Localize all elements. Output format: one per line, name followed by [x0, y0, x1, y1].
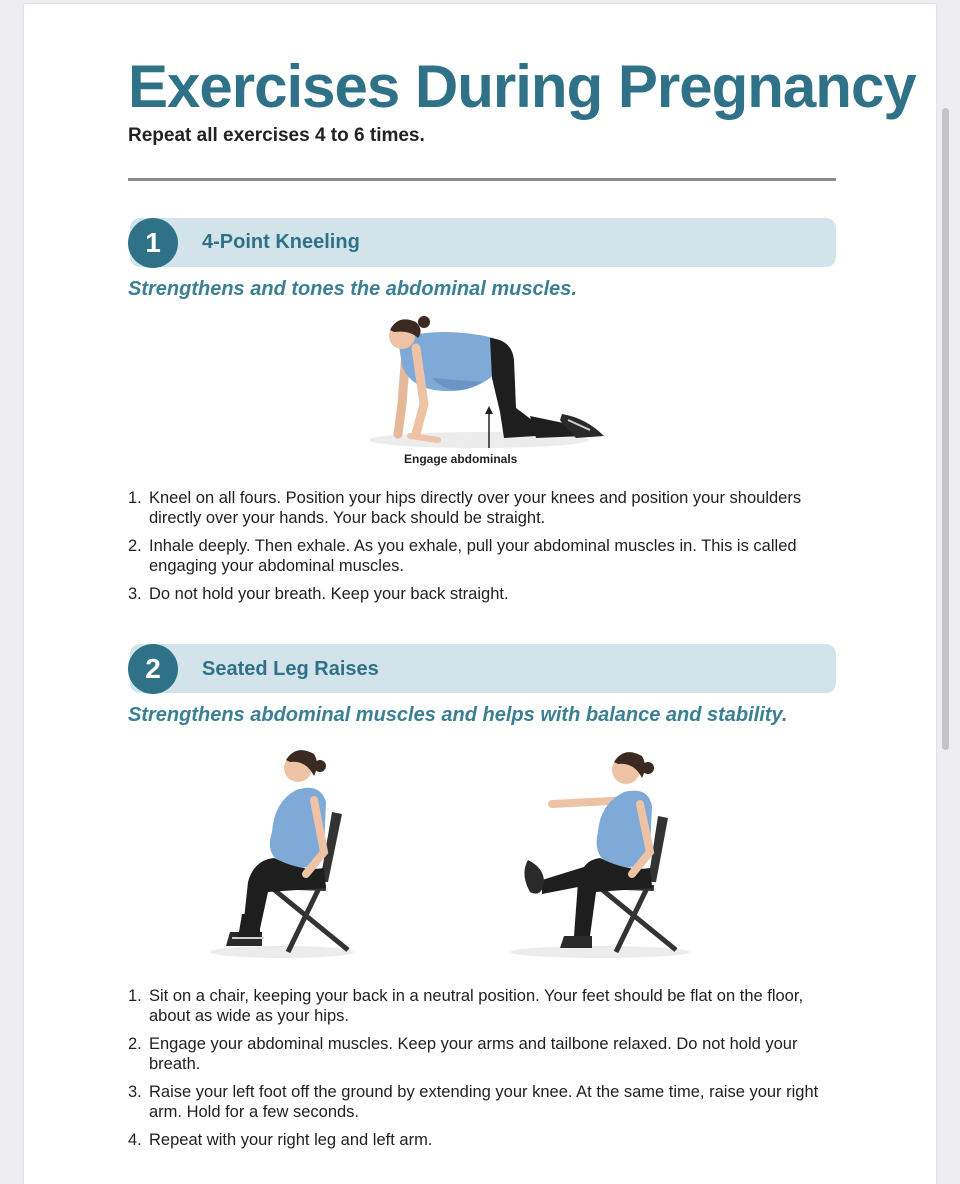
- list-item: [128, 1130, 828, 1150]
- list-item: [128, 488, 828, 528]
- section-1-steps: [128, 488, 828, 612]
- step-number: 3.: [128, 585, 142, 603]
- section-2-steps: [128, 986, 828, 1158]
- section-2-tagline: Strengthens abdominal muscles and helps with balance and stability.: [128, 704, 788, 726]
- step-number: 1.: [128, 987, 142, 1005]
- seated-woman-illustration: [202, 742, 372, 962]
- page-subtitle: Repeat all exercises 4 to 6 times.: [128, 125, 425, 146]
- list-item: [128, 536, 828, 576]
- step-number: 4.: [128, 1131, 142, 1149]
- engage-abdominals-caption: Engage abdominals: [404, 452, 518, 466]
- vertical-scrollbar[interactable]: [942, 108, 949, 750]
- step-text: Inhale deeply. Then exhale. As you exhale, pull your abdominal muscles in. This is called engaging your abdominal muscles.: [149, 537, 797, 575]
- step-text: Do not hold your breath. Keep your back straight.: [149, 585, 509, 603]
- document-page: [24, 4, 936, 1184]
- step-text: Repeat with your right leg and left arm.: [149, 1131, 433, 1149]
- kneeling-woman-illustration: [354, 308, 604, 454]
- section-1-number-badge: 1: [128, 218, 178, 268]
- list-item: [128, 986, 828, 1026]
- step-number: 2.: [128, 537, 142, 555]
- section-2-number-badge: 2: [128, 644, 178, 694]
- list-item: [128, 1082, 828, 1122]
- step-text: Kneel on all fours. Position your hips directly over your knees and position your shoulders directly over your hands. Your back should be straight.: [149, 489, 802, 527]
- page-title: Exercises During Pregnancy: [128, 53, 916, 120]
- list-item: [128, 1034, 828, 1074]
- section-1-tagline: Strengthens and tones the abdominal muscles.: [128, 278, 577, 300]
- seated-leg-raise-illustration: [480, 742, 700, 962]
- step-number: 3.: [128, 1083, 142, 1101]
- step-text: Engage your abdominal muscles. Keep your arms and tailbone relaxed. Do not hold your breath.: [149, 1035, 798, 1073]
- list-item: [128, 584, 828, 604]
- section-2-title: Seated Leg Raises: [202, 658, 379, 680]
- step-text: Sit on a chair, keeping your back in a neutral position. Your feet should be flat on the floor, about as wide as your hips.: [149, 987, 804, 1025]
- step-text: Raise your left foot off the ground by extending your knee. At the same time, raise your right arm. Hold for a few seconds.: [149, 1083, 819, 1121]
- section-1-title: 4-Point Kneeling: [202, 231, 360, 253]
- title-divider: [128, 178, 836, 181]
- step-number: 2.: [128, 1035, 142, 1053]
- step-number: 1.: [128, 489, 142, 507]
